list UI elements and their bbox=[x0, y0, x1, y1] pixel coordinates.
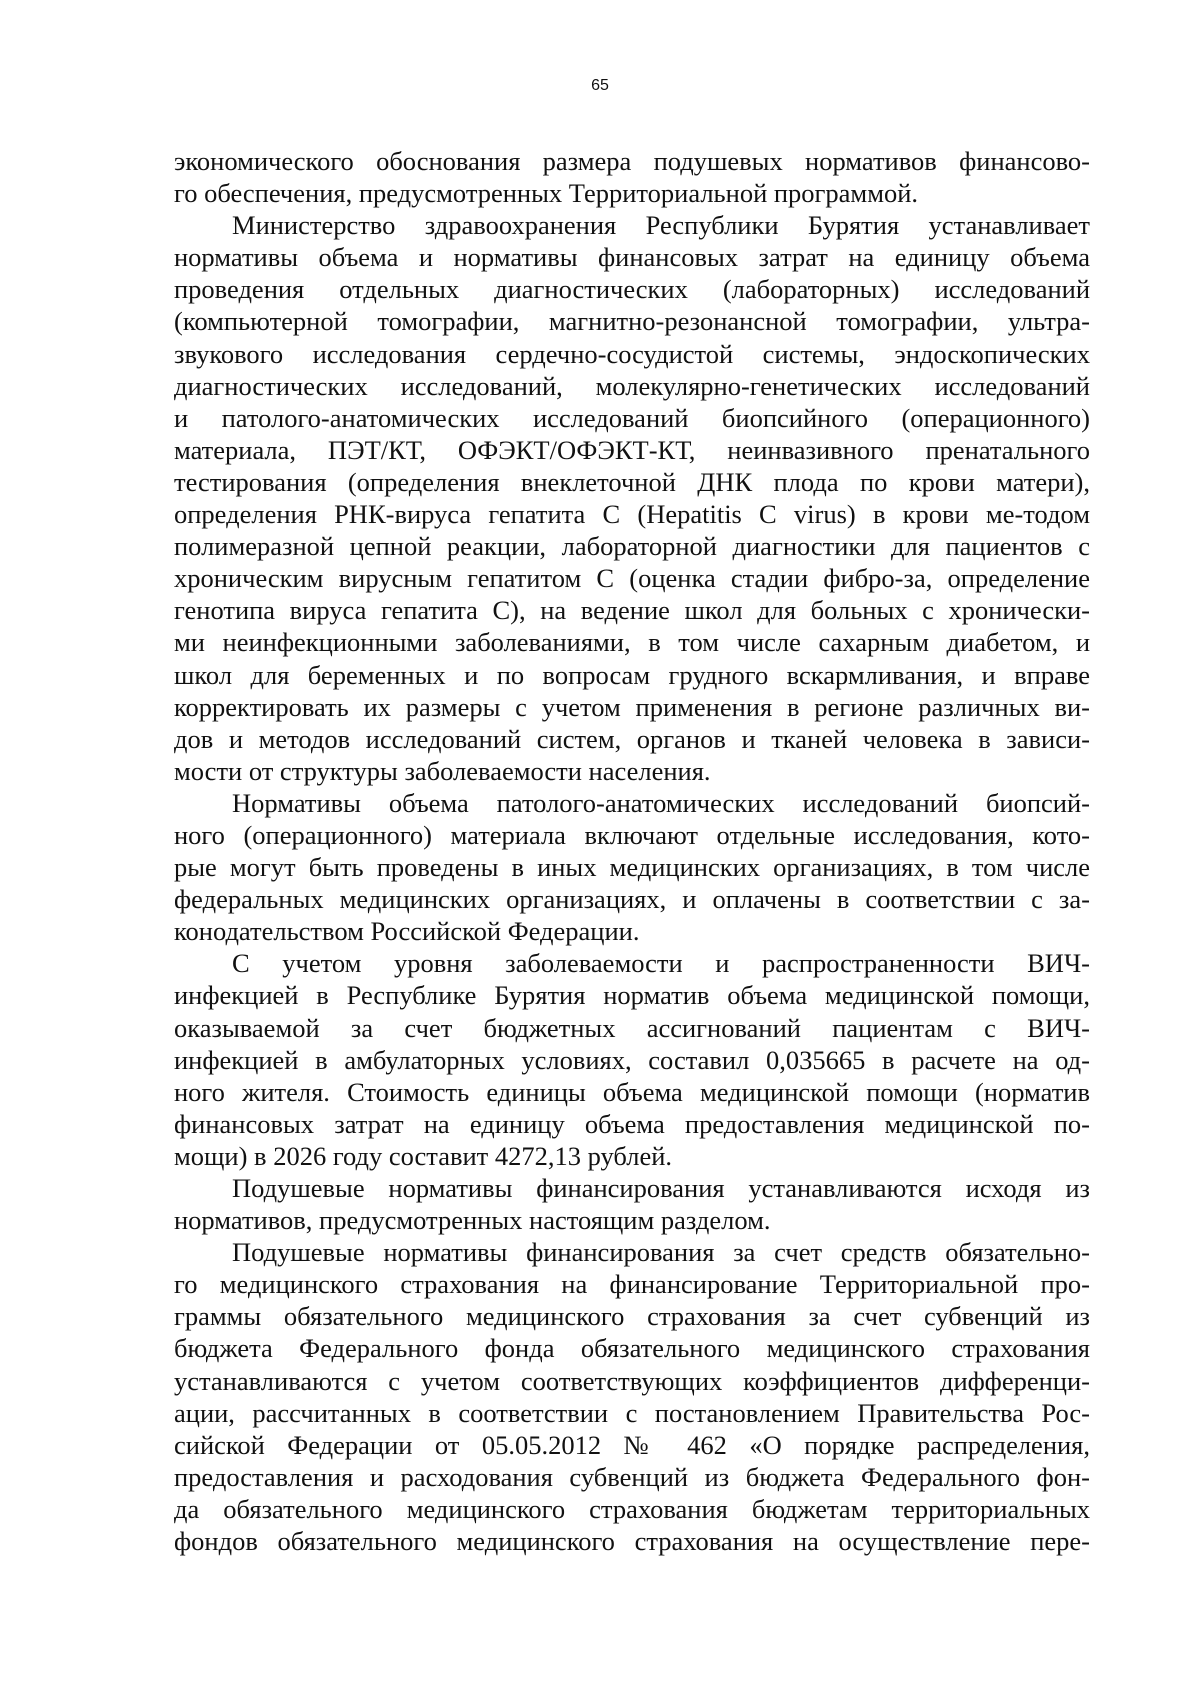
text-line: Нормативы объема патолого-анатомических исследований биопсий- bbox=[232, 787, 1090, 818]
text-line: С учетом уровня заболеваемости и распространенности ВИЧ- bbox=[232, 948, 1090, 979]
text-line: материала, ПЭТ/КТ, ОФЭКТ/ОФЭКТ-КТ, неинвазивного пренатального bbox=[174, 434, 1090, 465]
paragraph bbox=[174, 209, 1090, 787]
text-line: школ для беременных и по вопросам грудного вскармливания, и вправе bbox=[174, 659, 1090, 690]
text-line: тестирования (определения внеклеточной ДНК плода по крови матери), bbox=[174, 466, 1090, 497]
text-line: определения РНК-вируса гепатита С (Hepatitis C virus) в крови ме-тодом bbox=[174, 499, 1090, 530]
text-line: нормативов, предусмотренных настоящим разделом. bbox=[174, 1205, 771, 1236]
text-line: устанавливаются с учетом соответствующих коэффициентов дифференци- bbox=[174, 1365, 1090, 1396]
text-line: граммы обязательного медицинского страхования за счет субвенций из bbox=[174, 1301, 1090, 1332]
text-line: ного жителя. Стоимость единицы объема медицинской помощи (норматив bbox=[174, 1076, 1090, 1107]
text-line: да обязательного медицинского страхования бюджетам территориальных bbox=[174, 1493, 1090, 1524]
text-line: полимеразной цепной реакции, лабораторной диагностики для пациентов с bbox=[174, 531, 1090, 562]
text-line: ации, рассчитанных в соответствии с постановлением Правительства Рос- bbox=[174, 1397, 1090, 1428]
text-line: хроническим вирусным гепатитом С (оценка стадии фибро-за, определение bbox=[174, 563, 1090, 594]
text-line: бюджета Федерального фонда обязательного медицинского страхования bbox=[174, 1333, 1090, 1364]
text-line: сийской Федерации от 05.05.2012 № 462 «О порядке распределения, bbox=[174, 1429, 1090, 1460]
text-line: мощи) в 2026 году составит 4272,13 рублей. bbox=[174, 1140, 673, 1171]
text-line: Подушевые нормативы финансирования устанавливаются исходя из bbox=[232, 1173, 1090, 1203]
text-line: го медицинского страхования на финансирование Территориальной про- bbox=[174, 1269, 1090, 1300]
text-line: инфекцией в амбулаторных условиях, составил 0,035665 в расчете на од- bbox=[174, 1044, 1090, 1075]
text-line: мости от структуры заболеваемости населения. bbox=[174, 755, 711, 786]
text-line: корректировать их размеры с учетом применения в регионе различных ви- bbox=[174, 691, 1090, 722]
text-line: финансовых затрат на единицу объема предоставления медицинской по- bbox=[174, 1108, 1090, 1139]
paragraph bbox=[174, 1172, 1090, 1236]
text-line: предоставления и расходования субвенций из бюджета Федерального фон- bbox=[174, 1461, 1090, 1492]
text-line: рые могут быть проведены в иных медицинских организациях, в том числе bbox=[174, 852, 1090, 883]
text-line: и патолого-анатомических исследований биопсийного (операционного) bbox=[174, 402, 1090, 433]
paragraph bbox=[174, 1236, 1090, 1557]
text-line: нормативы объема и нормативы финансовых затрат на единицу объема bbox=[174, 242, 1090, 273]
text-line: ного (операционного) материала включают отдельные исследования, кото- bbox=[174, 819, 1090, 850]
text-line: (компьютерной томографии, магнитно-резонансной томографии, ультра- bbox=[174, 306, 1090, 337]
page-number: 65 bbox=[591, 77, 609, 94]
paragraph bbox=[174, 145, 1090, 209]
text-line: звукового исследования сердечно-сосудистой системы, эндоскопических bbox=[174, 338, 1090, 369]
text-line: инфекцией в Республике Бурятия норматив объема медицинской помощи, bbox=[174, 980, 1090, 1011]
text-line: проведения отдельных диагностических (лабораторных) исследований bbox=[174, 274, 1090, 305]
paragraph bbox=[174, 787, 1090, 947]
body-text bbox=[174, 145, 1090, 1557]
text-line: дов и методов исследований систем, органов и тканей человека в зависи- bbox=[174, 723, 1090, 754]
text-line: Подушевые нормативы финансирования за счет средств обязательно- bbox=[232, 1237, 1090, 1268]
text-line: конодательством Российской Федерации. bbox=[174, 916, 640, 947]
text-line: оказываемой за счет бюджетных ассигнований пациентам с ВИЧ- bbox=[174, 1012, 1090, 1043]
text-line: федеральных медицинских организациях, и оплачены в соответствии с за- bbox=[174, 884, 1090, 915]
text-line: диагностических исследований, молекулярно-генетических исследований bbox=[174, 370, 1090, 401]
text-line: экономического обоснования размера подушевых нормативов финансово- bbox=[174, 146, 1090, 176]
text-line: Министерство здравоохранения Республики Бурятия устанавливает bbox=[232, 210, 1090, 241]
text-line: генотипа вируса гепатита С), на ведение школ для больных с хронически- bbox=[174, 595, 1090, 626]
text-line: фондов обязательного медицинского страхования на осуществление пере- bbox=[174, 1526, 1090, 1557]
text-line: ми неинфекционными заболеваниями, в том числе сахарным диабетом, и bbox=[174, 627, 1090, 658]
text-line: го обеспечения, предусмотренных Территориальной программой. bbox=[174, 178, 919, 209]
paragraph bbox=[174, 947, 1090, 1172]
